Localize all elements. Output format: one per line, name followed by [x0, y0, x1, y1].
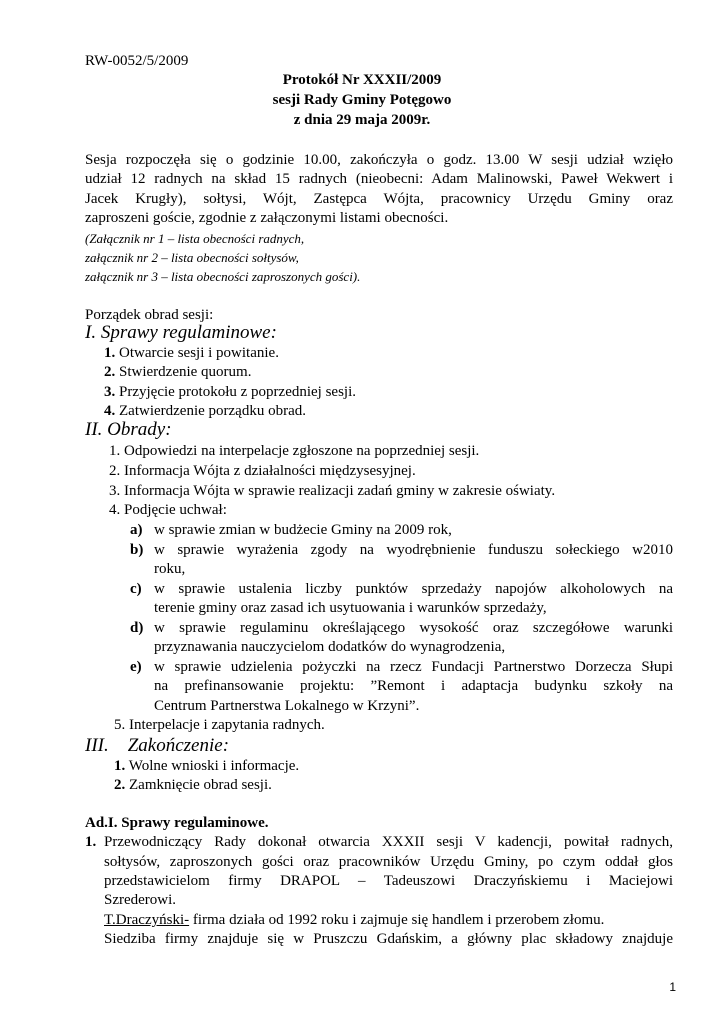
document-id: RW-0052/5/2009	[85, 53, 189, 69]
ad1-speaker-line: T.Draczyński- firma działa od 1992 roku i zajmuje się handlem i przerobem złomu.	[104, 912, 605, 928]
resolution-line: Centrum Partnerstwa Lokalnego w Krzyni”.	[154, 698, 420, 714]
ad1-line: Siedziba firmy znajduje się w Pruszczu Gdańskim, a główny plac składowy znajduje	[104, 931, 673, 947]
attachment-line: (Załącznik nr 1 – lista obecności radnych,	[85, 231, 305, 246]
intro-line: Jacek Krugły), sołtysi, Wójt, Zastępca Wójta, pracownicy Urzędu Gminy oraz	[85, 191, 673, 207]
agenda-item: 2. Stwierdzenie quorum.	[104, 364, 252, 380]
agenda-item: 4. Zatwierdzenie porządku obrad.	[104, 403, 306, 419]
resolution-letter: c)	[130, 581, 142, 597]
agenda-item: 1. Wolne wnioski i informacje.	[114, 758, 300, 774]
agenda-item: 1. Otwarcie sesji i powitanie.	[104, 345, 279, 361]
section-heading-3: III. Zakończenie:	[85, 735, 230, 756]
resolution-line: w sprawie udzielenia pożyczki na rzecz Fundacji Partnerstwo Dorzecza Słupi	[154, 659, 673, 675]
intro-line: udział 12 radnych na skład 15 radnych (nieobecni: Adam Malinowski, Paweł Wekwert i	[85, 171, 673, 187]
resolution-line: w sprawie zmian w budżecie Gminy na 2009 rok,	[154, 522, 452, 538]
resolution-line: terenie gminy oraz zasad ich usytuowania i warunków sprzedaży,	[154, 600, 547, 616]
resolution-letter: a)	[130, 522, 143, 538]
page-number: 1	[669, 980, 676, 994]
resolution-line: w sprawie wyrażenia zgody na wyodrębnienie funduszu sołeckiego w2010	[154, 542, 673, 558]
resolution-letter: e)	[130, 659, 142, 675]
ad1-heading: Ad.I. Sprawy regulaminowe.	[85, 815, 269, 831]
agenda-item: 2. Informacja Wójta z działalności międzysesyjnej.	[109, 463, 416, 479]
resolution-letter: d)	[130, 620, 144, 636]
resolution-line: w sprawie ustalenia liczby punktów sprzedaży napojów alkoholowych na	[154, 581, 673, 597]
attachment-line: załącznik nr 2 – lista obecności sołtysów,	[85, 250, 299, 265]
agenda-item: 3. Informacja Wójta w sprawie realizacji zadań gminy w zakresie oświaty.	[109, 483, 556, 499]
resolution-letter: b)	[130, 542, 144, 558]
resolution-line: w sprawie regulaminu określającego wysokość oraz szczegółowe warunki	[154, 620, 673, 636]
agenda-item: 5. Interpelacje i zapytania radnych.	[114, 717, 325, 733]
agenda-item: 3. Przyjęcie protokołu z poprzedniej sesji.	[104, 384, 357, 400]
speaker-name: T.Draczyński-	[104, 912, 190, 928]
agenda-item: 1. Odpowiedzi na interpelacje zgłoszone na poprzedniej sesji.	[109, 443, 480, 459]
ad1-line: sołtysów, zaproszonych gości oraz pracowników Urzędu Gminy, po czym oddał głos	[104, 854, 673, 870]
intro-line: Sesja rozpoczęła się o godzinie 10.00, zakończyła o godz. 13.00 W sesji udział wzięło	[85, 152, 673, 168]
title-line-1: Protokół Nr XXXII/2009	[282, 72, 442, 88]
agenda-item: 2. Zamknięcie obrad sesji.	[114, 777, 272, 793]
title-line-3: z dnia 29 maja 2009r.	[293, 112, 431, 128]
intro-line: zaproszeni goście, zgodnie z załączonymi listami obecności.	[85, 210, 449, 226]
ad1-line: przedstawicielom firmy DRAPOL – Tadeuszowi Draczyńskiemu i Maciejowi	[104, 873, 673, 889]
ad1-number: 1.	[85, 834, 97, 850]
attachment-line: załącznik nr 3 – lista obecności zaproszonych gości).	[85, 269, 361, 284]
agenda-label: Porządek obrad sesji:	[85, 307, 214, 323]
ad1-line: Szrederowi.	[104, 892, 177, 908]
resolution-line: na prefinansowanie projektu: ”Remont i adaptacja budynku szkoły na	[154, 678, 673, 694]
title-line-2: sesji Rady Gminy Potęgowo	[272, 92, 452, 108]
resolution-line: roku,	[154, 561, 186, 577]
agenda-item: 4. Podjęcie uchwał:	[109, 502, 227, 518]
section-heading-2: II. Obrady:	[85, 419, 172, 440]
section-heading-1: I. Sprawy regulaminowe:	[85, 322, 277, 343]
resolution-line: przyznawania nauczycielom dodatków do wynagrodzenia,	[154, 639, 506, 655]
ad1-line: Przewodniczący Rady dokonał otwarcia XXXII sesji V kadencji, powitał radnych,	[104, 834, 673, 850]
